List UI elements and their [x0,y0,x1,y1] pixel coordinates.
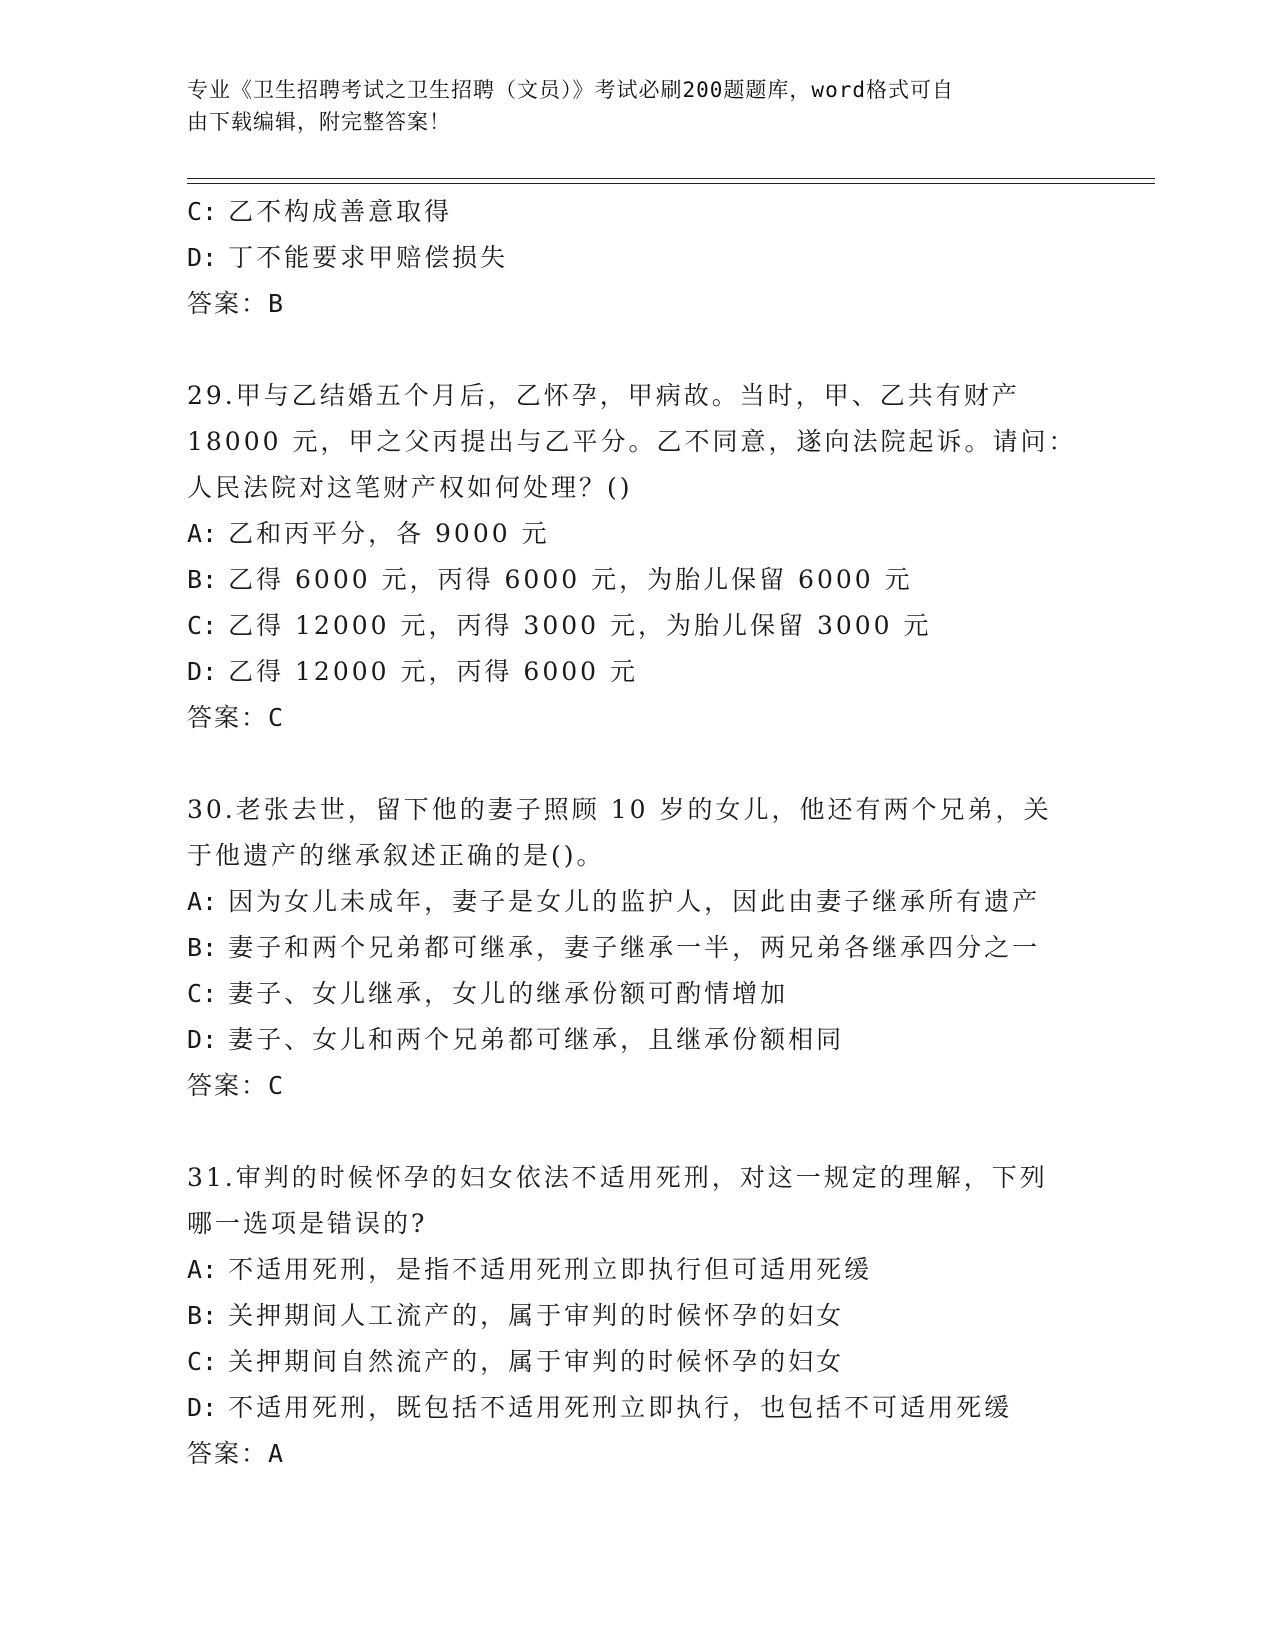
option-text: 不适用死刑，既包括不适用死刑立即执行，也包括不可适用死缓 [228,1393,1013,1422]
question-stem-line: 29.甲与乙结婚五个月后，乙怀孕，甲病故。当时，甲、乙共有财产 [187,381,1020,410]
option-text: 妻子、女儿和两个兄弟都可继承，且继承份额相同 [228,1025,845,1054]
prev-question-block [187,189,1087,327]
option-text: 关押期间人工流产的，属于审判的时候怀孕的妇女 [228,1301,845,1330]
option-item [187,1339,1087,1385]
option-item [187,971,1087,1017]
option-item [187,1017,1087,1063]
option-key: A: [187,887,218,916]
option-item [187,1247,1087,1293]
question-block-29 [187,373,1087,741]
option-item [187,1293,1087,1339]
option-text: 因为女儿未成年，妻子是女儿的监护人，因此由妻子继承所有遗产 [228,887,1041,916]
answer-label: 答案： [187,289,269,318]
answer-line [187,281,1087,327]
option-text: 乙和丙平分，各 9000 元 [228,519,550,548]
option-key: A: [187,519,218,548]
option-key: B: [187,1301,218,1330]
option-item [187,189,1087,235]
option-text: 不适用死刑，是指不适用死刑立即执行但可适用死缓 [228,1255,873,1284]
option-item [187,511,1087,557]
answer-value: A [268,1439,284,1468]
option-key: C: [187,979,218,1008]
option-text: 丁不能要求甲赔偿损失 [228,243,509,272]
option-item [187,649,1087,695]
page-header [187,74,1067,138]
option-item [187,557,1087,603]
option-text: 妻子、女儿继承，女儿的继承份额可酌情增加 [228,979,789,1008]
option-key: C: [187,197,218,226]
answer-line [187,695,1087,741]
option-item [187,603,1087,649]
option-item [187,925,1087,971]
answer-value: C [268,703,284,732]
question-stem-line: 人民法院对这笔财产权如何处理？() [187,473,633,502]
option-key: B: [187,565,218,594]
header-line-1: 专业《卫生招聘考试之卫生招聘（文员）》考试必刷200题题库，word格式可自 [187,78,954,102]
option-key: A: [187,1255,218,1284]
header-line-2: 由下载编辑，附完整答案！ [187,110,451,134]
answer-line [187,1431,1087,1477]
question-stem-line: 哪一选项是错误的? [187,1209,428,1238]
option-item [187,235,1087,281]
option-item [187,1385,1087,1431]
option-key: B: [187,933,218,962]
option-key: D: [187,243,218,272]
answer-value: C [268,1071,284,1100]
question-stem-line: 18000 元，甲之父丙提出与乙平分。乙不同意，遂向法院起诉。请问： [187,427,1077,456]
header-rule-bottom [187,183,1155,184]
answer-label: 答案： [187,703,269,732]
option-text: 妻子和两个兄弟都可继承，妻子继承一半，两兄弟各继承四分之一 [228,933,1041,962]
question-stem-line: 30.老张去世，留下他的妻子照顾 10 岁的女儿，他还有两个兄弟，关 [187,795,1052,824]
answer-label: 答案： [187,1439,269,1468]
option-key: D: [187,657,218,686]
question-stem-line: 31.审判的时候怀孕的妇女依法不适用死刑，对这一规定的理解，下列 [187,1163,1048,1192]
option-text: 乙得 12000 元，丙得 6000 元 [228,657,639,686]
option-key: C: [187,611,218,640]
option-key: D: [187,1393,218,1422]
option-text: 乙得 12000 元，丙得 3000 元，为胎儿保留 3000 元 [228,611,932,640]
question-stem-line: 于他遗产的继承叙述正确的是()。 [187,841,605,870]
answer-line [187,1063,1087,1109]
option-text: 关押期间自然流产的，属于审判的时候怀孕的妇女 [228,1347,845,1376]
header-rule-top [187,178,1155,179]
option-key: D: [187,1025,218,1054]
option-text: 乙得 6000 元，丙得 6000 元，为胎儿保留 6000 元 [228,565,913,594]
option-key: C: [187,1347,218,1376]
question-block-30 [187,787,1087,1109]
answer-value: B [268,289,284,318]
answer-label: 答案： [187,1071,269,1100]
question-block-31 [187,1155,1087,1477]
option-text: 乙不构成善意取得 [228,197,453,226]
option-item [187,879,1087,925]
document-body [187,189,1087,1477]
